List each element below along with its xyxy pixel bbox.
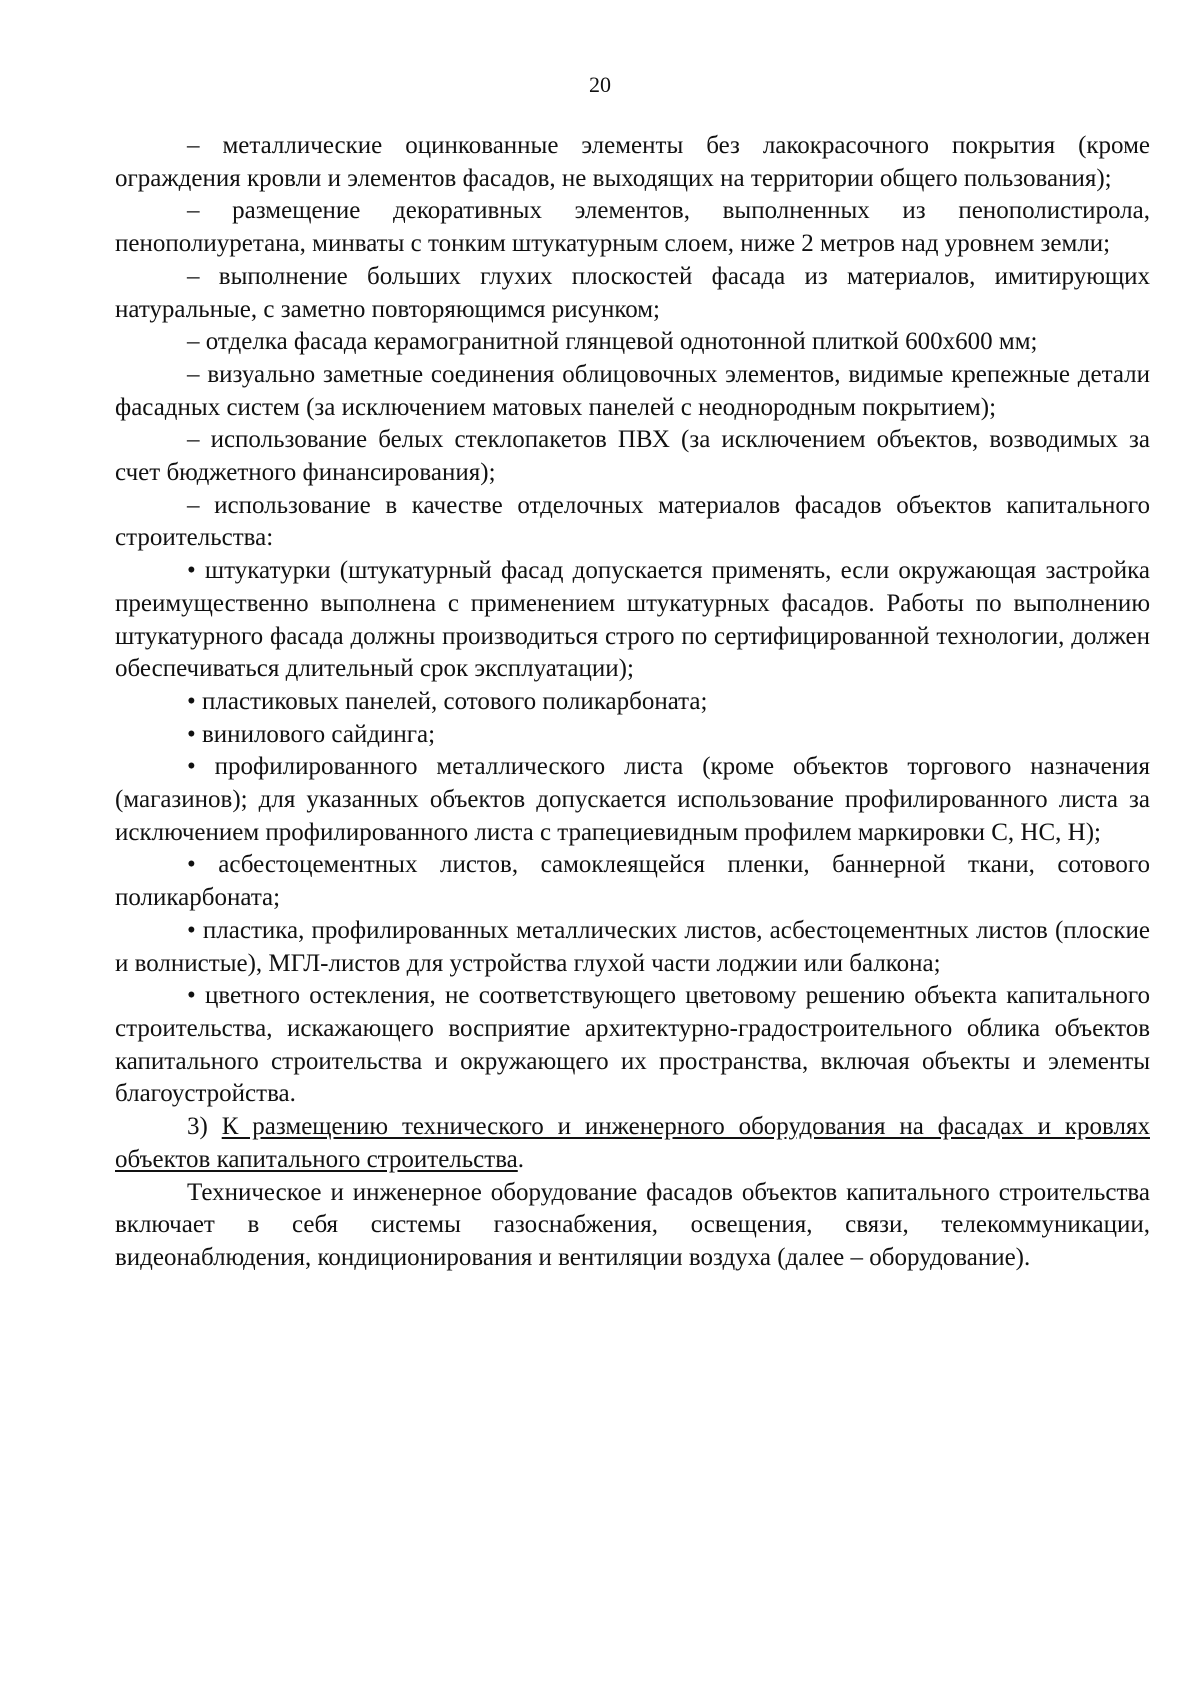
paragraph-metal-elements: – металлические оцинкованные элементы без лакокрасочного покрытия (кроме ограждения кровли и элементов фасадов, не выходящих на территории общего пользования); xyxy=(115,132,1150,192)
paragraph-finishing-materials: – использование в качестве отделочных материалов фасадов объектов капитального строительства: xyxy=(115,491,1150,552)
page-number: 20 xyxy=(589,72,611,97)
document-body xyxy=(115,130,1150,1275)
paragraph-blind-surfaces: – выполнение больших глухих плоскостей фасада из материалов, имитирующих натуральные, с заметно повторяющимся рисунком; xyxy=(115,262,1150,323)
section-3-heading xyxy=(115,1111,1150,1176)
section-3-number: 3) xyxy=(187,1113,208,1141)
bullet-plastic-panels: • пластиковых панелей, сотового поликарбоната; xyxy=(187,687,708,715)
section-3-period: . xyxy=(517,1145,525,1173)
bullet-plaster: • штукатурки (штукатурный фасад допускается применять, если окружающая застройка преимущественно выполнена с применением штукатурных фасадов. Работы по выполнению штукатурного фасада должны производиться строго по сертифицированной технологии, должен обеспечиваться длительный срок эксплуатации); xyxy=(115,557,1150,683)
bullet-profiled-sheet: • профилированного металлического листа (кроме объектов торгового назначения (магазинов); для указанных объектов допускается использование профилированного листа за исключением профилированного листа с трапециевидным профилем маркировки С, НС, Н); xyxy=(115,753,1150,846)
bullet-vinyl-siding: • винилового сайдинга; xyxy=(187,720,436,748)
paragraph-equipment-definition: Техническое и инженерное оборудование фасадов объектов капитального строительства включает в себя системы газоснабжения, освещения, связи, телекоммуникации, видеонаблюдения, кондиционирования и вентиляции воздуха (далее – оборудование). xyxy=(115,1178,1150,1271)
paragraph-decorative-elements: – размещение декоративных элементов, выполненных из пенополистирола, пенополиуретана, минваты с тонким штукатурным слоем, ниже 2 метров над уровнем земли; xyxy=(115,197,1150,258)
bullet-asbestos-sheets: • асбестоцементных листов, самоклеящейся пленки, баннерной ткани, сотового поликарбоната; xyxy=(115,851,1150,912)
bullet-loggia-materials: • пластика, профилированных металлических листов, асбестоцементных листов (плоские и волнистые), МГЛ-листов для устройства глухой части лоджии или балкона; xyxy=(115,916,1150,977)
paragraph-porcelain-tile: – отделка фасада керамогранитной глянцевой однотонной плиткой 600х600 мм; xyxy=(187,328,1038,356)
section-3-title: К размещению технического и инженерного оборудования на фасадах и кровлях объектов капитального строительства xyxy=(115,1113,1150,1173)
paragraph-visible-joints: – визуально заметные соединения облицовочных элементов, видимые крепежные детали фасадных систем (за исключением матовых панелей с неоднородным покрытием); xyxy=(115,360,1150,421)
paragraph-white-pvc-windows: – использование белых стеклопакетов ПВХ (за исключением объектов, возводимых за счет бюджетного финансирования); xyxy=(115,426,1150,487)
bullet-colored-glazing: • цветного остекления, не соответствующего цветовому решению объекта капитального строительства, искажающего восприятие архитектурно-градостроительного облика объектов капитального строительства и окружающего их пространства, включая объекты и элементы благоустройства. xyxy=(115,982,1150,1108)
